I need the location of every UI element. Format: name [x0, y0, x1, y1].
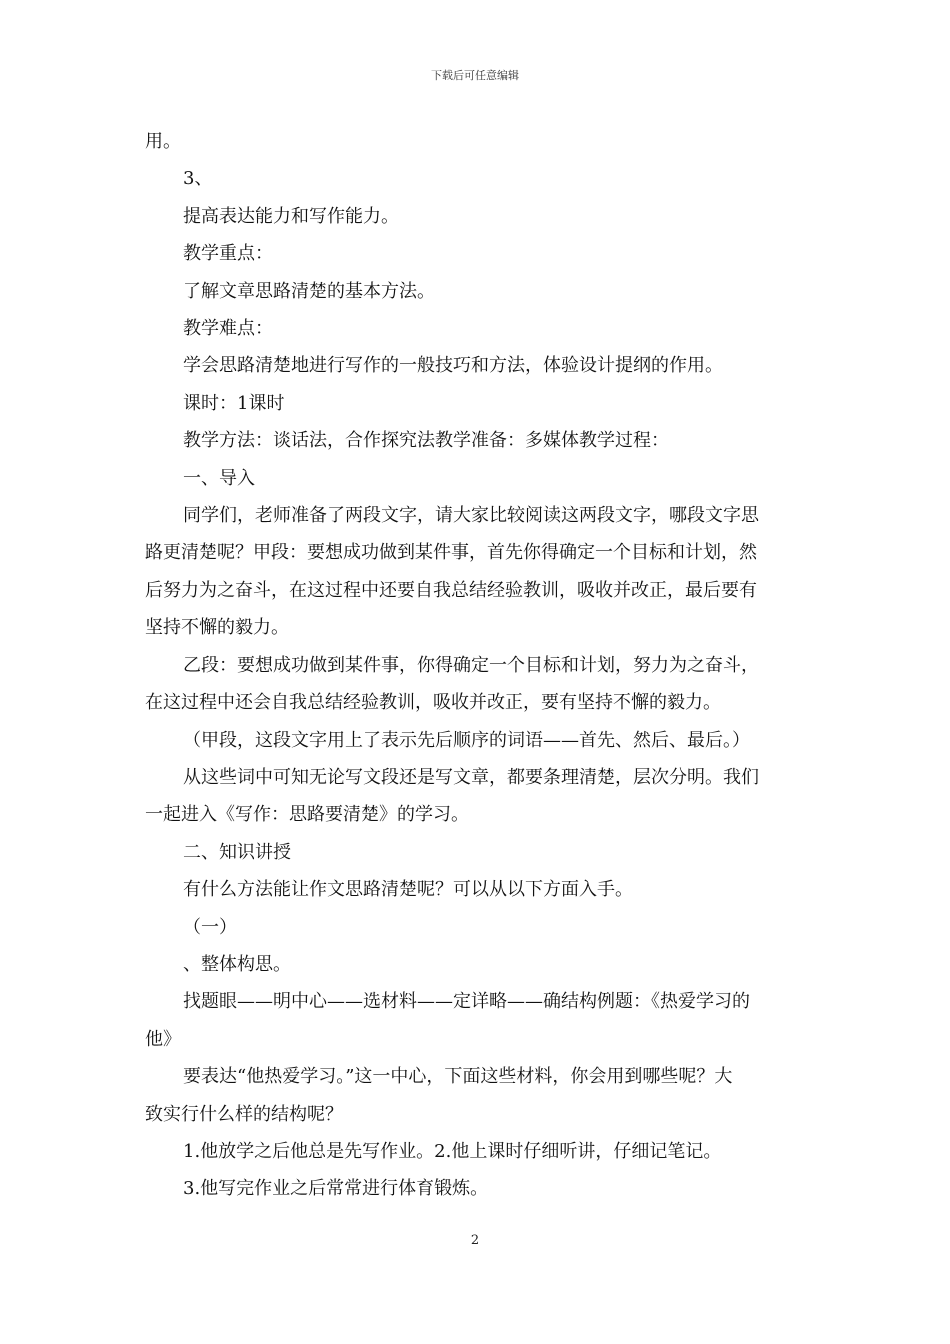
- text-line: 乙段：要想成功做到某件事，你得确定一个目标和计划，努力为之奋斗，: [183, 654, 759, 676]
- text-line: 教学方法：谈话法，合作探究法教学准备：多媒体教学过程：: [183, 430, 669, 452]
- text-line: （一）: [183, 916, 237, 938]
- document-body: [145, 123, 810, 1208]
- text-line: 一起进入《写作：思路要清楚》的学习。: [145, 804, 469, 826]
- text-line: 有什么方法能让作文思路清楚呢？可以从以下方面入手。: [183, 879, 633, 901]
- text-line: 后努力为之奋斗，在这过程中还要自我总结经验教训，吸收并改正，最后要有: [145, 579, 757, 601]
- text-line: 路更清楚呢？甲段：要想成功做到某件事，首先你得确定一个目标和计划，然: [145, 542, 757, 564]
- list-item: 3.他写完作业之后常常进行体育锻炼。: [183, 1178, 489, 1200]
- text-line: 同学们，老师准备了两段文字，请大家比较阅读这两段文字，哪段文字思: [183, 505, 759, 527]
- page-number: 2: [470, 1233, 480, 1248]
- text-line: 了解文章思路清楚的基本方法。: [183, 280, 435, 302]
- section-heading: 教学重点：: [183, 243, 273, 265]
- text-line: 从这些词中可知无论写文段还是写文章，都要条理清楚，层次分明。我们: [183, 766, 759, 788]
- text-line: 要表达“他热爱学习。”这一中心，下面这些材料，你会用到哪些呢？大: [183, 1066, 733, 1088]
- text-line: 3、: [183, 168, 213, 190]
- text-line: 坚持不懈的毅力。: [145, 617, 289, 639]
- page-header: 下载后可任意编辑: [431, 69, 519, 82]
- text-line: 他》: [145, 1028, 181, 1050]
- section-heading: 一、导入: [183, 467, 255, 489]
- text-line: 在这过程中还会自我总结经验教训，吸收并改正，要有坚持不懈的毅力。: [145, 692, 721, 714]
- text-line: 致实行什么样的结构呢？: [145, 1103, 343, 1125]
- text-line: 提高表达能力和写作能力。: [183, 205, 399, 227]
- text-line: 用。: [145, 131, 181, 152]
- text-line: 学会思路清楚地进行写作的一般技巧和方法，体验设计提纲的作用。: [183, 355, 723, 377]
- text-line: 找题眼——明中心——选材料——定详略——确结构例题：《热爱学习的: [183, 991, 750, 1013]
- text-line: 课时：1课时: [183, 392, 285, 414]
- section-heading: 二、知识讲授: [183, 841, 291, 863]
- text-line: （甲段，这段文字用上了表示先后顺序的词语——首先、然后、最后。）: [183, 729, 750, 751]
- text-line: 、整体构思。: [183, 953, 291, 975]
- list-item: 1.他放学之后他总是先写作业。2.他上课时仔细听讲，仔细记笔记。: [183, 1140, 722, 1162]
- section-heading: 教学难点：: [183, 318, 273, 340]
